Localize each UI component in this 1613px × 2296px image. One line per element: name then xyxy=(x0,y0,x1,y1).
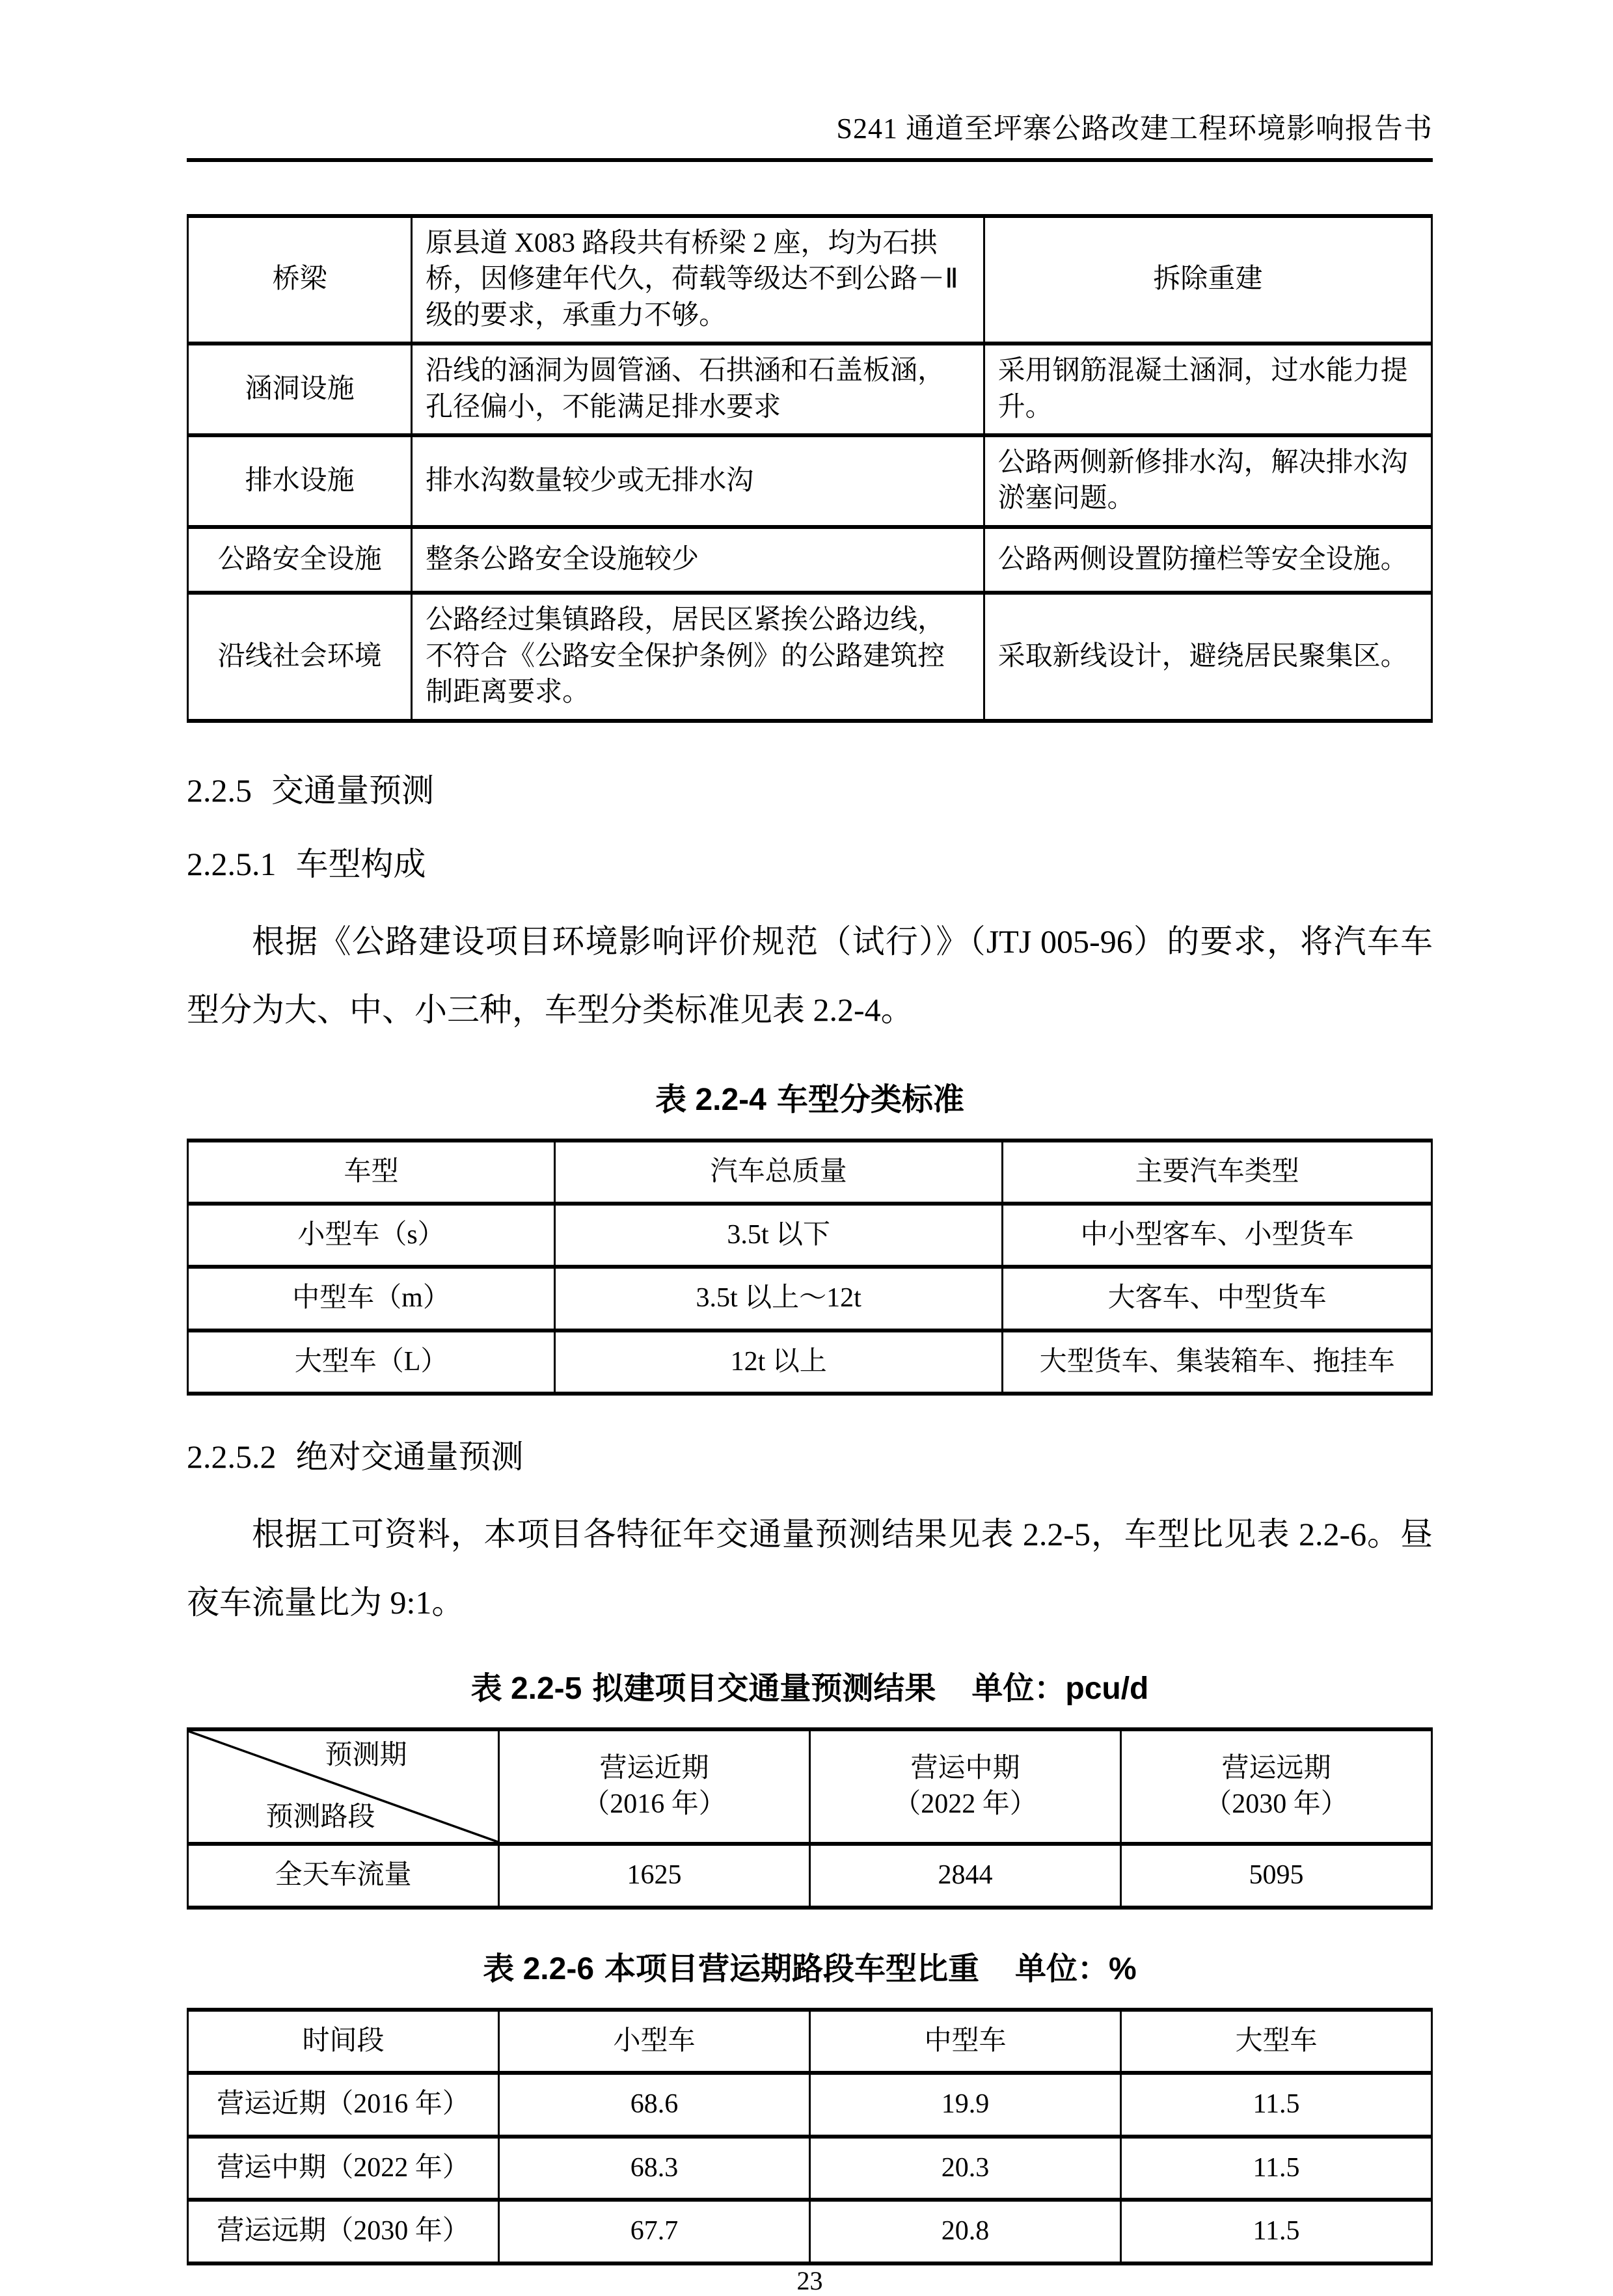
corner-label-period: 预测期 xyxy=(325,1740,407,1771)
value-cell: 20.3 xyxy=(810,2137,1121,2200)
row-status-cell: 沿线的涵洞为圆管涵、石拱涵和石盖板涵，孔径偏小，不能满足排水要求 xyxy=(412,344,984,435)
header-cell: 小型车 xyxy=(499,2010,810,2073)
row-measure-cell: 公路两侧设置防撞栏等安全设施。 xyxy=(984,527,1431,593)
diagonal-header-labels xyxy=(189,1731,498,1842)
table-header-row xyxy=(188,1729,1432,1844)
table-2-2-4-caption xyxy=(187,1074,1433,1119)
row-label-cell: 营运中期（2022 年） xyxy=(188,2137,499,2200)
value-cell: 11.5 xyxy=(1121,2200,1432,2263)
traffic-forecast-table xyxy=(187,1727,1433,1909)
row-measure-cell: 拆除重建 xyxy=(984,216,1431,344)
header-period: 营运中期 xyxy=(910,1753,1020,1783)
row-measure-cell: 采取新线设计，避绕居民聚集区。 xyxy=(984,593,1431,720)
table-row xyxy=(188,344,1432,435)
row-measure-cell: 采用钢筋混凝土涵洞，过水能力提升。 xyxy=(984,344,1431,435)
running-header xyxy=(187,112,1433,162)
table-row xyxy=(188,2200,1432,2263)
road-condition-table xyxy=(187,214,1433,723)
value-cell: 11.5 xyxy=(1121,2073,1432,2136)
vehicle-ratio-table xyxy=(187,2008,1433,2265)
row-item-cell: 涵洞设施 xyxy=(188,344,412,435)
header-cell: 车型 xyxy=(188,1141,555,1204)
header-cell xyxy=(499,1729,810,1844)
row-item-cell: 桥梁 xyxy=(188,216,412,344)
value-cell: 11.5 xyxy=(1121,2137,1432,2200)
row-item-cell: 排水设施 xyxy=(188,435,412,527)
corner-label-segment: 预测路段 xyxy=(265,1802,375,1832)
cell: 大型车（L） xyxy=(188,1330,555,1394)
header-year: （2016 年） xyxy=(582,1789,726,1820)
table-row xyxy=(188,2137,1432,2200)
caption-label: 表 2.2-4 xyxy=(655,1082,766,1117)
header-cell: 主要汽车类型 xyxy=(1003,1141,1432,1204)
table-row xyxy=(188,1844,1432,1907)
row-status-cell: 排水沟数量较少或无排水沟 xyxy=(412,435,984,527)
cell: 3.5t 以上～12t xyxy=(555,1267,1003,1330)
header-period: 营运近期 xyxy=(599,1753,709,1783)
value-cell: 1625 xyxy=(499,1844,810,1907)
cell: 大型货车、集装箱车、拖挂车 xyxy=(1003,1330,1432,1394)
table-row xyxy=(188,2073,1432,2136)
header-cell: 大型车 xyxy=(1121,2010,1432,2073)
cell: 12t 以上 xyxy=(555,1330,1003,1394)
section-number: 2.2.5.2 xyxy=(187,1438,277,1476)
report-title: S241 通道至坪寨公路改建工程环境影响报告书 xyxy=(836,113,1433,144)
section-number: 2.2.5 xyxy=(187,772,252,809)
value-cell: 19.9 xyxy=(810,2073,1121,2136)
value-cell: 68.6 xyxy=(499,2073,810,2136)
value-cell: 5095 xyxy=(1121,1844,1432,1907)
section-title: 车型构成 xyxy=(295,845,426,882)
table-row xyxy=(188,1204,1432,1267)
row-status-cell: 整条公路安全设施较少 xyxy=(412,527,984,593)
header-cell: 中型车 xyxy=(810,2010,1121,2073)
table-row xyxy=(188,1330,1432,1394)
header-year: （2030 年） xyxy=(1204,1789,1348,1820)
table-row xyxy=(188,435,1432,527)
section-title: 绝对交通量预测 xyxy=(295,1438,524,1476)
page-number: 23 xyxy=(796,2265,823,2295)
section-heading-2-2-5-2 xyxy=(187,1436,1433,1478)
header-period: 营运远期 xyxy=(1221,1753,1331,1783)
cell: 大客车、中型货车 xyxy=(1003,1267,1432,1330)
row-item-cell: 沿线社会环境 xyxy=(188,593,412,720)
caption-label: 表 2.2-6 xyxy=(483,1951,595,1986)
header-cell xyxy=(1121,1729,1432,1844)
cell: 3.5t 以下 xyxy=(555,1204,1003,1267)
row-measure-cell: 公路两侧新修排水沟，解决排水沟淤塞问题。 xyxy=(984,435,1431,527)
cell: 中型车（m） xyxy=(188,1267,555,1330)
table-row xyxy=(188,593,1432,720)
row-label-cell: 营运远期（2030 年） xyxy=(188,2200,499,2263)
row-item-cell: 公路安全设施 xyxy=(188,527,412,593)
caption-label: 表 2.2-5 xyxy=(470,1671,582,1707)
header-cell: 汽车总质量 xyxy=(555,1141,1003,1204)
section-title: 交通量预测 xyxy=(271,772,434,809)
value-cell: 68.3 xyxy=(499,2137,810,2200)
header-cell xyxy=(810,1729,1121,1844)
table-header-row xyxy=(188,2010,1432,2073)
header-cell: 时间段 xyxy=(188,2010,499,2073)
caption-title: 拟建项目交通量预测结果 xyxy=(592,1671,936,1707)
caption-title: 本项目营运期路段车型比重 xyxy=(604,1951,980,1986)
row-label-cell: 全天车流量 xyxy=(188,1844,499,1907)
table-2-2-5-caption xyxy=(187,1663,1433,1708)
value-cell: 67.7 xyxy=(499,2200,810,2263)
row-label-cell: 营运近期（2016 年） xyxy=(188,2073,499,2136)
cell: 小型车（s） xyxy=(188,1204,555,1267)
cell: 中小型客车、小型货车 xyxy=(1003,1204,1432,1267)
section-heading-2-2-5-1 xyxy=(187,843,1433,885)
table-header-row xyxy=(188,1141,1432,1204)
value-cell: 20.8 xyxy=(810,2200,1121,2263)
section-number: 2.2.5.1 xyxy=(187,845,277,882)
row-status-cell: 公路经过集镇路段，居民区紧挨公路边线，不符合《公路安全保护条例》的公路建筑控制距离要求。 xyxy=(412,593,984,720)
header-year: （2022 年） xyxy=(893,1789,1037,1820)
value-cell: 2844 xyxy=(810,1844,1121,1907)
table-2-2-6-caption xyxy=(187,1943,1433,1988)
section-heading-2-2-5 xyxy=(187,770,1433,812)
table-row xyxy=(188,216,1432,344)
table-row xyxy=(188,1267,1432,1330)
paragraph-traffic-forecast: 根据工可资料，本项目各特征年交通量预测结果见表 2.2-5，车型比见表 2.2-6。昼夜车流量比为 9:1。 xyxy=(187,1516,1433,1621)
table-row xyxy=(188,527,1432,593)
caption-unit: 单位：pcu/d xyxy=(971,1671,1149,1707)
diagonal-header-cell xyxy=(188,1729,499,1844)
caption-unit: 单位：% xyxy=(1015,1951,1137,1986)
paragraph-vehicle-classification: 根据《公路建设项目环境影响评价规范（试行）》（JTJ 005-96）的要求，将汽车车型分为大、中、小三种，车型分类标准见表 2.2-4。 xyxy=(187,923,1433,1028)
caption-title: 车型分类标准 xyxy=(776,1082,964,1117)
vehicle-classification-table xyxy=(187,1139,1433,1396)
row-status-cell: 原县道 X083 路段共有桥梁 2 座，均为石拱桥，因修建年代久，荷载等级达不到公路－Ⅱ级的要求，承重力不够。 xyxy=(412,216,984,344)
